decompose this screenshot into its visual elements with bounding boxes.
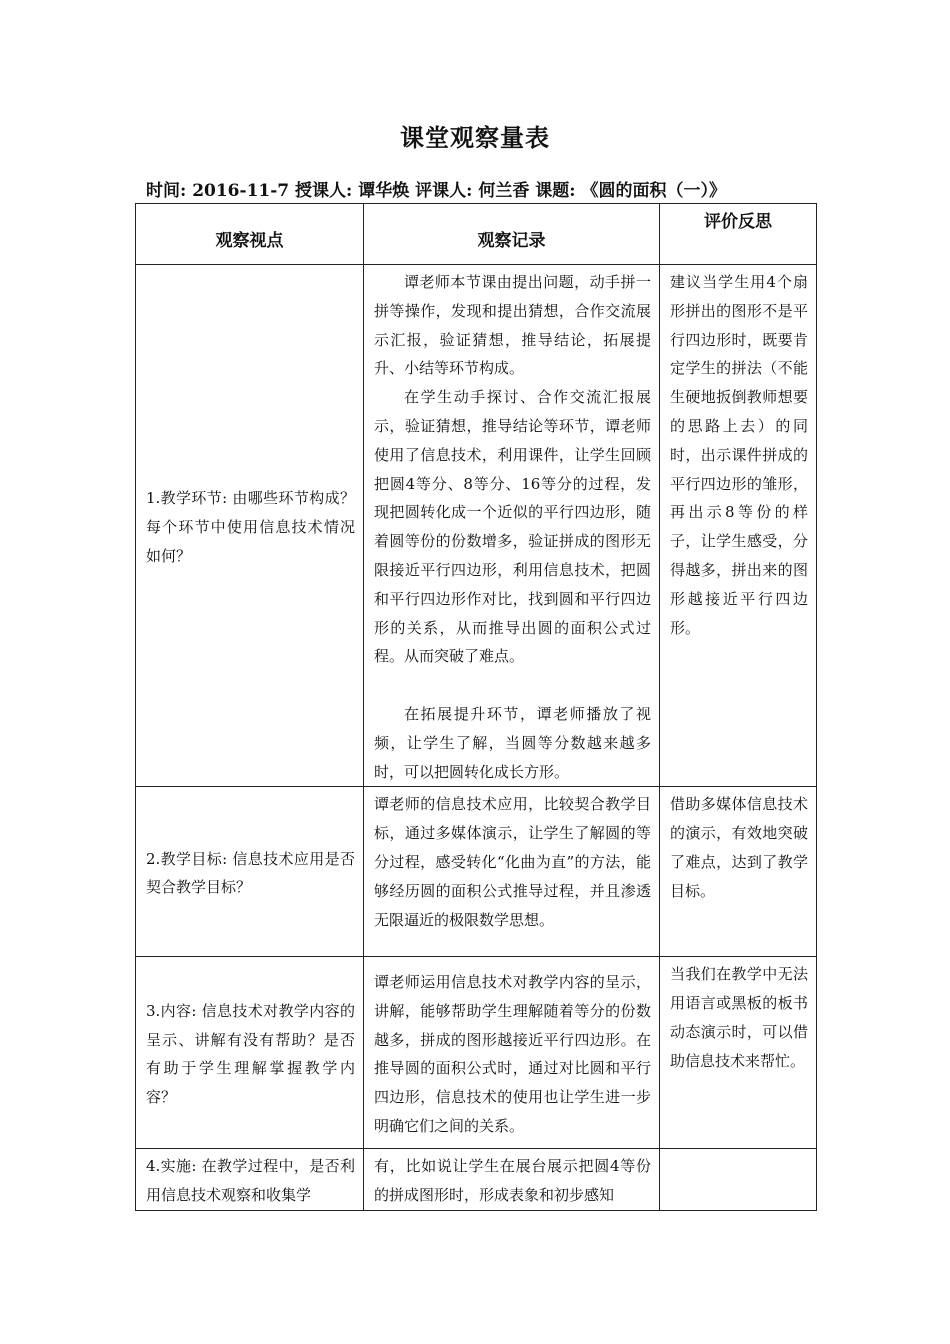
viewpoint-text: 1.教学环节: 由哪些环节构成？每个环节中使用信息技术情况如何？	[146, 488, 355, 565]
table-row	[136, 787, 817, 957]
record-cell	[364, 1149, 660, 1211]
viewpoint-cell	[136, 265, 364, 787]
record-text: 谭老师的信息技术应用，比较契合教学目标，通过多媒体演示，让学生了解圆的等分过程，感受转化“化曲为直”的方法，能够经历圆的面积公式推导过程，并且渗透无限逼近的极限数学思想。	[374, 795, 651, 929]
reflection-cell	[660, 957, 817, 1149]
record-cell	[364, 265, 660, 787]
table-row	[136, 265, 817, 787]
reflection-cell	[660, 787, 817, 957]
viewpoint-cell	[136, 787, 364, 957]
reflection-text: 建议当学生用4个扇形拼出的图形不是平行四边形时，既要肯定学生的拼法（不能生硬地扳倒教师想要的思路上去）的同时，出示课件拼成的平行四边形的雏形，再出示8等份的样子，让学生感受，分得越多，拼出来的图形越接近平行四边形。	[670, 273, 808, 637]
header-reflection-label: 评价反思	[704, 212, 772, 232]
page-title: 课堂观察量表	[400, 123, 550, 152]
record-cell	[364, 787, 660, 957]
reflection-cell	[660, 265, 817, 787]
viewpoint-text: 3.内容: 信息技术对教学内容的呈示、讲解有没有帮助？是否有助于学生理解掌握教学内容？	[146, 1001, 355, 1107]
viewpoint-cell	[136, 957, 364, 1149]
record-text: 谭老师运用信息技术对教学内容的呈示，讲解，能够帮助学生理解随着等分的份数越多，拼成的图形越接近平行四边形。在推导圆的面积公式时，通过对比圆和平行四边形，信息技术的使用也让学生进一步明确它们之间的关系。	[374, 972, 651, 1135]
record-paragraph: 谭老师本节课由提出问题，动手拼一拼等操作，发现和提出猜想，合作交流展示汇报，验证猜想，推导结论，拓展提升、小结等环节构成。	[374, 273, 651, 378]
reflection-text: 借助多媒体信息技术的演示，有效地突破了难点，达到了教学目标。	[670, 795, 808, 900]
observation-table	[135, 203, 817, 1211]
record-paragraph: 在学生动手探讨、合作交流汇报展示，验证猜想，推导结论等环节，谭老师使用了信息技术，利用课件，让学生回顾把圆4等分、8等分、16等分的过程，发现把圆转化成一个近似的平行四边形，随着圆等份的份数增多，验证拼成的图形无限接近平行四边形，利用信息技术，把圆和平行四边形作对比，找到圆和平行四边形的关系，从而推导出圆的面积公式过程。从而突破了难点。	[374, 388, 651, 666]
record-cell	[364, 957, 660, 1149]
meta-line: 时间: 2016-11-7 授课人: 谭华焕 评课人: 何兰香 课题: 《圆的面积（一）》	[146, 181, 726, 201]
header-viewpoint	[136, 204, 364, 265]
reflection-text	[660, 1149, 816, 1152]
header-record-label: 观察记录	[477, 230, 546, 251]
viewpoint-cell	[136, 1149, 364, 1211]
table-row	[136, 1149, 817, 1211]
record-text: 有，比如说让学生在展台展示把圆4等份的拼成图形时，形成表象和初步感知	[374, 1157, 651, 1205]
table-row	[136, 957, 817, 1149]
record-text	[364, 265, 659, 786]
reflection-text: 当我们在教学中无法用语言或黑板的板书动态演示时，可以借助信息技术来帮忙。	[670, 965, 808, 1070]
reflection-cell	[660, 1149, 817, 1211]
viewpoint-text: 4.实施: 在教学过程中，是否利用信息技术观察和收集学	[146, 1157, 355, 1205]
header-viewpoint-label: 观察视点	[215, 230, 284, 251]
table-header-row	[136, 204, 817, 265]
record-paragraph: 在拓展提升环节，谭老师播放了视频，让学生了解，当圆等分数越来越多时，可以把圆转化成长方形。	[374, 704, 651, 781]
header-reflection	[660, 204, 817, 265]
viewpoint-text: 2.教学目标: 信息技术应用是否契合教学目标？	[146, 849, 355, 897]
header-record	[364, 204, 660, 265]
